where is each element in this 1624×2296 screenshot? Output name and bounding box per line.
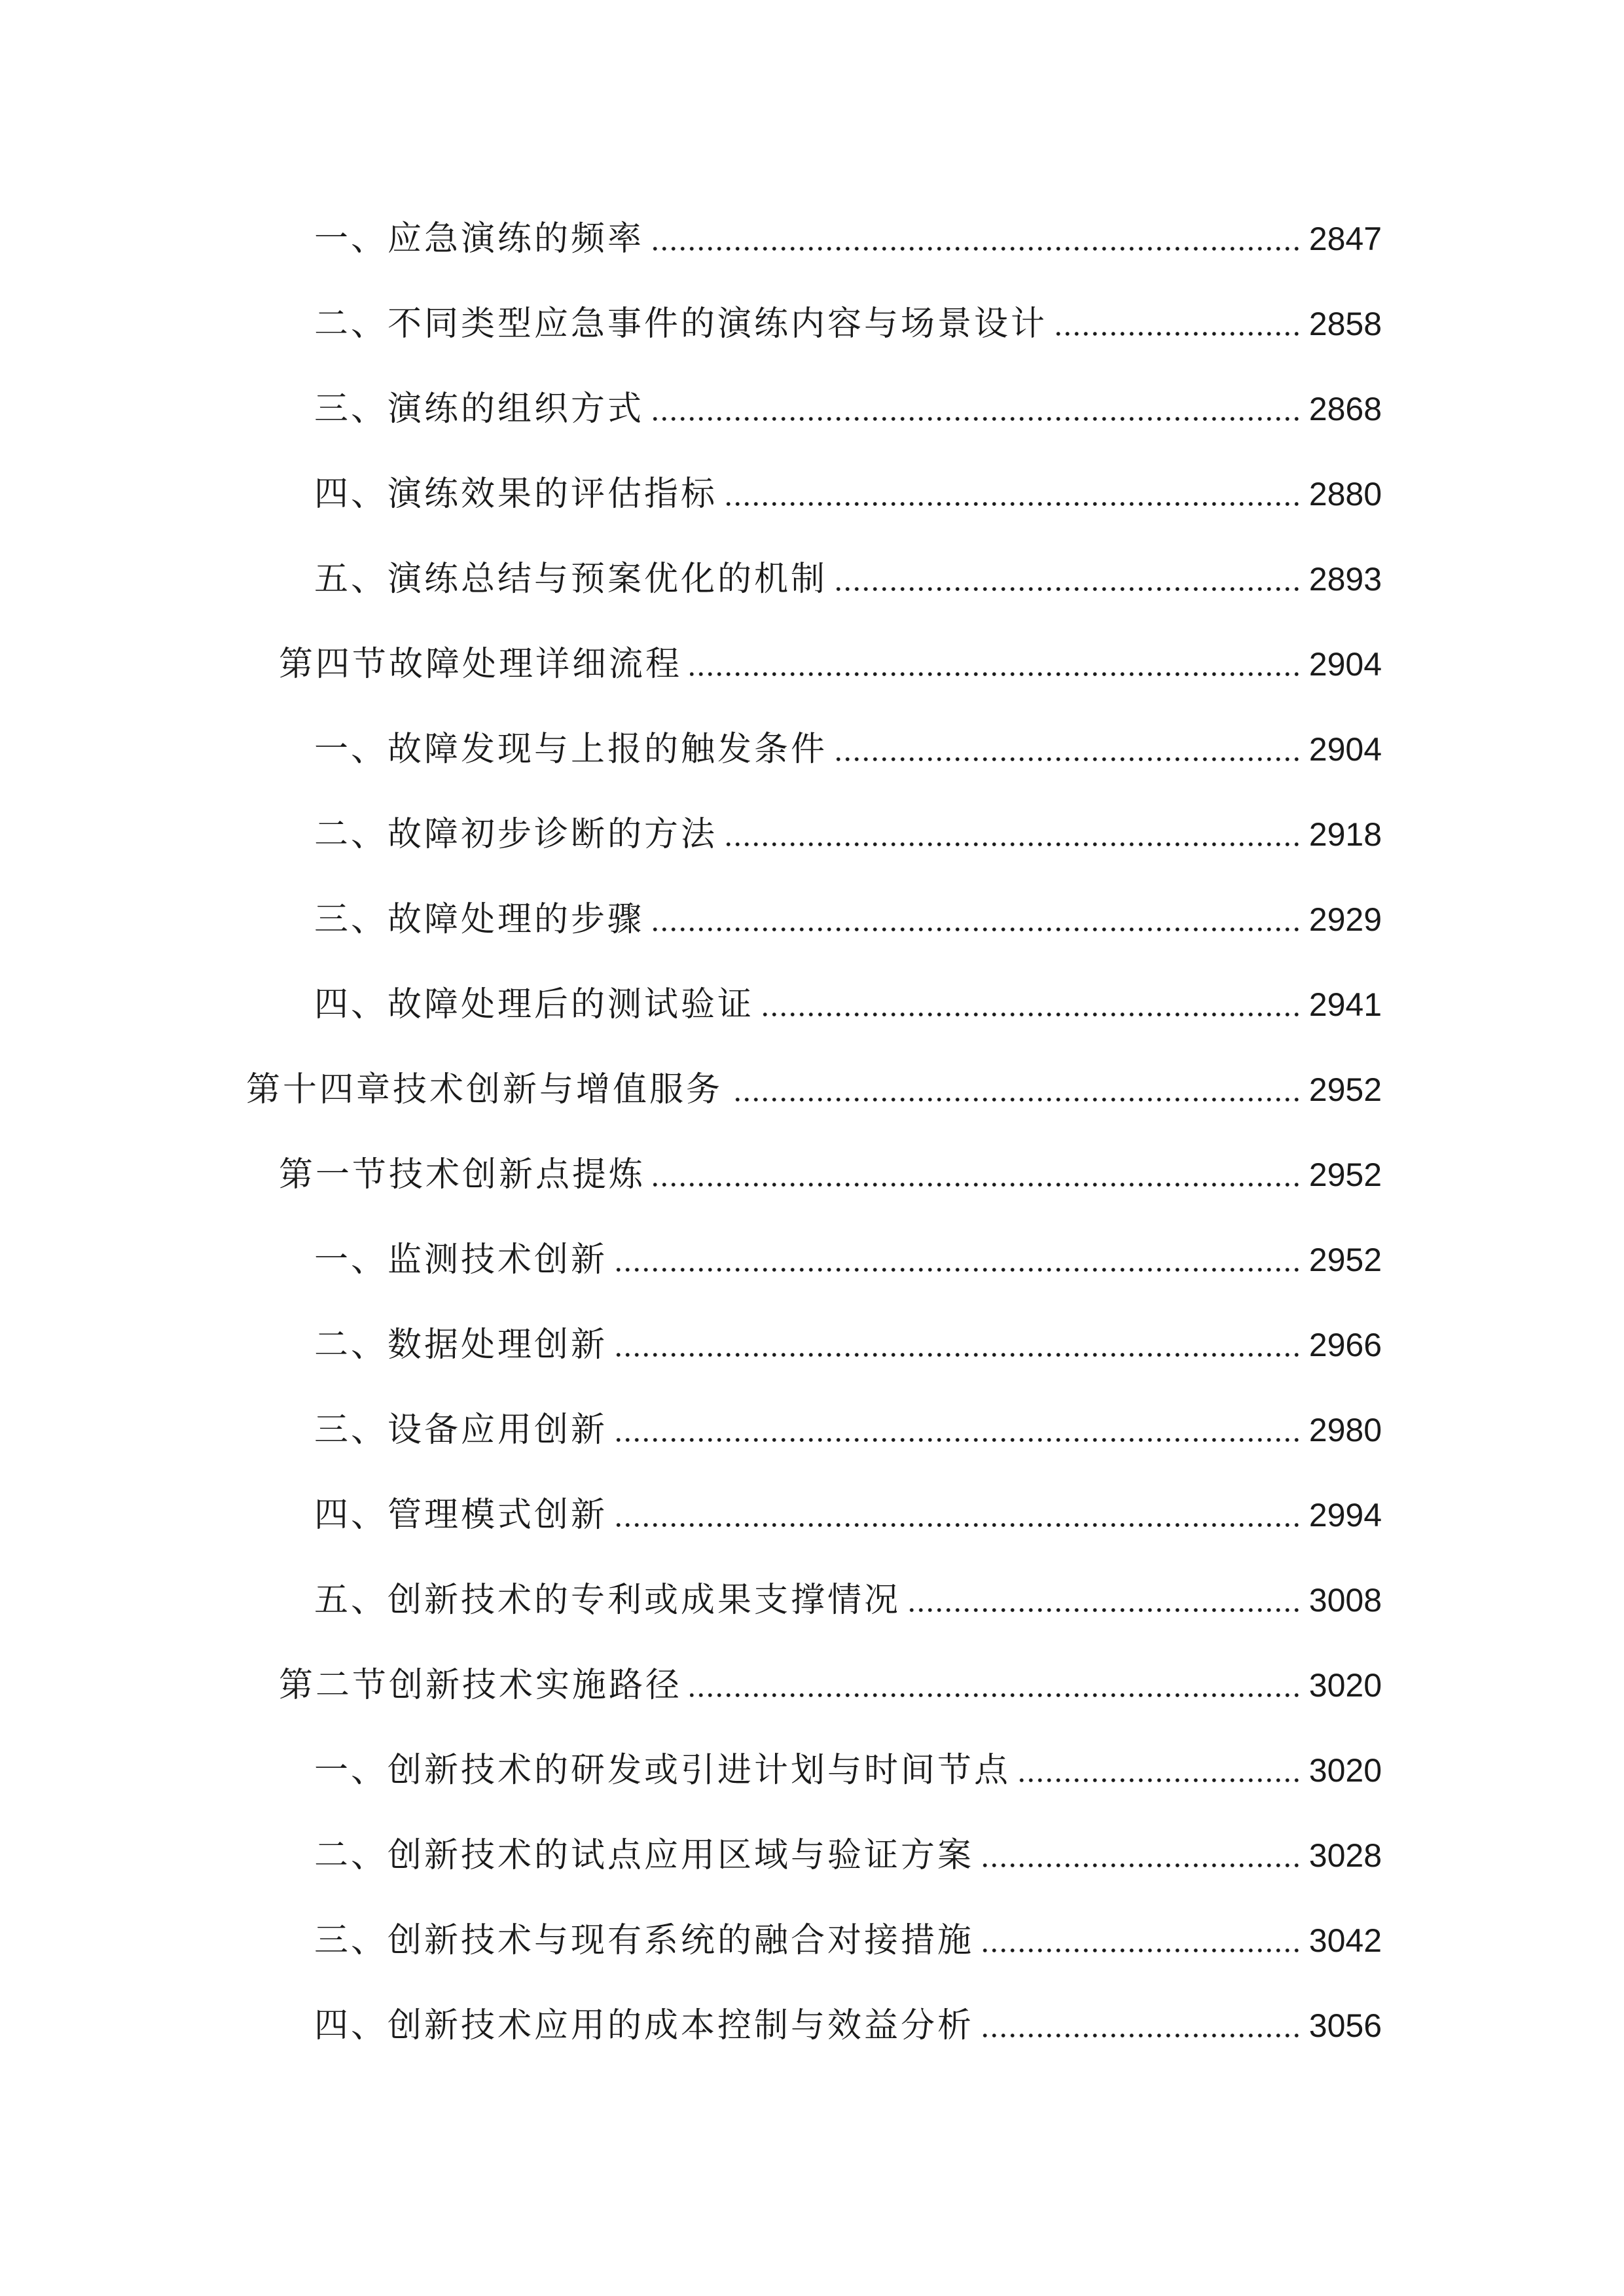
dot-leader [982, 1862, 1301, 1869]
toc-entry[interactable] [314, 2000, 1382, 2052]
toc-entry-page-number: 2893 [1308, 561, 1382, 598]
toc-entry-page-number: 2918 [1308, 816, 1382, 853]
toc-entry[interactable] [314, 1914, 1382, 1967]
toc-entry-title: 三、演练的组织方式 [314, 389, 645, 429]
toc-entry-title: 一、创新技术的研发或引进计划与时间节点 [314, 1751, 1011, 1790]
toc-entry-title: 五、演练总结与预案优化的机制 [314, 560, 828, 599]
toc-entry-page-number: 3028 [1308, 1837, 1382, 1874]
dot-leader [615, 1522, 1301, 1528]
toc-entry-page-number: 2952 [1308, 1157, 1382, 1193]
toc-entry[interactable] [314, 1744, 1382, 1797]
toc-entry[interactable] [314, 808, 1382, 861]
dot-leader [615, 1352, 1301, 1358]
toc-entry[interactable] [314, 1234, 1382, 1286]
toc-entry[interactable] [314, 1489, 1382, 1541]
toc-entry-page-number: 2952 [1308, 1071, 1382, 1108]
toc-entry-page-number: 3020 [1308, 1752, 1382, 1789]
dot-leader [690, 1692, 1301, 1698]
toc-entry-title: 第四节故障处理详细流程 [279, 645, 683, 684]
dot-leader [762, 1011, 1301, 1018]
toc-entry-page-number: 2952 [1308, 1242, 1382, 1278]
toc-entry-page-number: 2904 [1308, 646, 1382, 683]
toc-entry-title: 第十四章技术创新与增值服务 [246, 1070, 723, 1109]
toc-entry[interactable] [314, 1829, 1382, 1882]
toc-entry-page-number: 2994 [1308, 1497, 1382, 1534]
toc-entry[interactable] [314, 298, 1382, 350]
toc-entry[interactable] [314, 723, 1382, 776]
toc-entry-page-number: 2941 [1308, 986, 1382, 1023]
toc-entry-title: 二、数据处理创新 [314, 1325, 608, 1365]
dot-leader [652, 926, 1301, 933]
dot-leader [652, 245, 1301, 252]
toc-entry[interactable] [279, 638, 1382, 691]
toc-entry-title: 三、故障处理的步骤 [314, 900, 645, 939]
toc-entry-page-number: 2929 [1308, 901, 1382, 938]
toc-entry-page-number: 2980 [1308, 1412, 1382, 1448]
toc-entry-title: 四、演练效果的评估指标 [314, 475, 718, 514]
toc-entry-page-number: 2847 [1308, 221, 1382, 257]
dot-leader [725, 501, 1301, 507]
dot-leader [725, 841, 1301, 848]
toc-entry-title: 二、故障初步诊断的方法 [314, 815, 718, 854]
dot-leader [982, 2032, 1301, 2039]
dot-leader [982, 1947, 1301, 1954]
dot-leader [1019, 1777, 1301, 1784]
dot-leader [615, 1266, 1301, 1273]
toc-entry-page-number: 3020 [1308, 1667, 1382, 1704]
toc-entry-title: 一、监测技术创新 [314, 1240, 608, 1280]
dot-leader [615, 1437, 1301, 1443]
toc-entry[interactable] [314, 1319, 1382, 1371]
toc-entry-title: 三、创新技术与现有系统的融合对接措施 [314, 1921, 975, 1960]
dot-leader [731, 1096, 1301, 1103]
toc-entry-title: 第一节技术创新点提炼 [279, 1155, 646, 1194]
toc-entry-page-number: 2868 [1308, 391, 1382, 427]
toc-entry-page-number: 2880 [1308, 476, 1382, 512]
toc-entry[interactable] [314, 383, 1382, 435]
toc-entry-page-number: 3008 [1308, 1582, 1382, 1619]
toc-entry[interactable] [314, 893, 1382, 946]
toc-entry-page-number: 3042 [1308, 1922, 1382, 1959]
toc-entry-page-number: 2966 [1308, 1327, 1382, 1363]
toc-entry-title: 五、创新技术的专利或成果支撑情况 [314, 1581, 901, 1620]
dot-leader [909, 1607, 1301, 1613]
dot-leader [652, 416, 1301, 422]
toc-entry-page-number: 3056 [1308, 2007, 1382, 2044]
toc-entry[interactable] [314, 1404, 1382, 1456]
toc-entry[interactable] [314, 468, 1382, 520]
toc-entry-page-number: 2904 [1308, 731, 1382, 768]
toc-entry[interactable] [314, 1574, 1382, 1626]
toc-entry[interactable] [314, 553, 1382, 605]
toc-entry[interactable] [279, 1149, 1382, 1201]
toc-entry[interactable] [279, 1659, 1382, 1712]
toc-entry-title: 四、故障处理后的测试验证 [314, 985, 755, 1024]
dot-leader [690, 671, 1301, 677]
toc-entry-title: 四、创新技术应用的成本控制与效益分析 [314, 2006, 975, 2045]
toc-entry-title: 三、设备应用创新 [314, 1410, 608, 1450]
toc-entry-title: 二、不同类型应急事件的演练内容与场景设计 [314, 304, 1048, 344]
toc-entry[interactable] [314, 213, 1382, 265]
toc-entry[interactable] [314, 978, 1382, 1031]
toc-entry-title: 四、管理模式创新 [314, 1496, 608, 1535]
toc-entry-title: 第二节创新技术实施路径 [279, 1666, 683, 1705]
toc-entry-title: 一、故障发现与上报的触发条件 [314, 730, 828, 769]
toc-entry-title: 二、创新技术的试点应用区域与验证方案 [314, 1836, 975, 1875]
dot-leader [835, 586, 1301, 592]
toc-entry-page-number: 2858 [1308, 306, 1382, 342]
dot-leader [1055, 331, 1301, 337]
toc-entry-title: 一、应急演练的频率 [314, 219, 645, 259]
dot-leader [835, 756, 1301, 762]
toc-entry[interactable] [246, 1064, 1382, 1116]
dot-leader [653, 1181, 1301, 1188]
